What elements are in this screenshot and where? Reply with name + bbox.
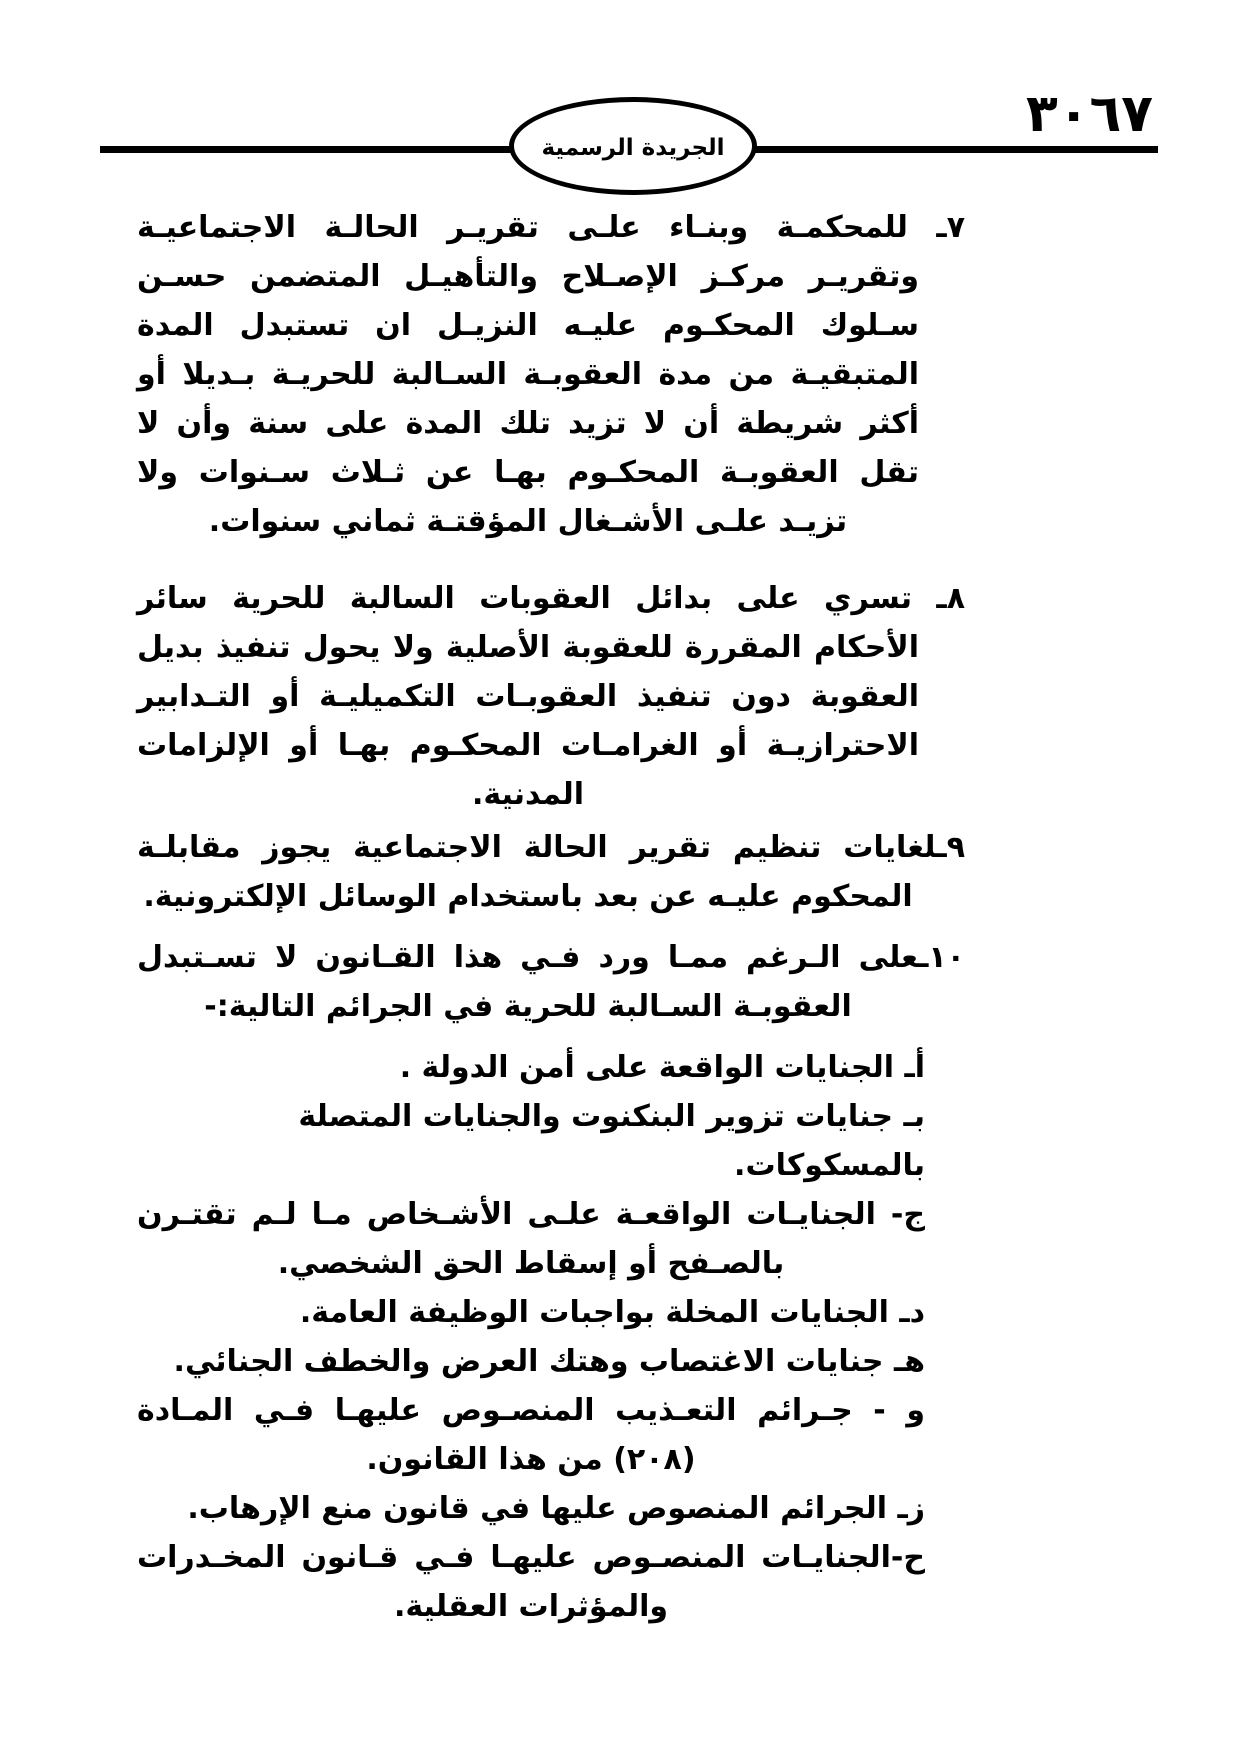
page-number: ٣٠٦٧ — [1026, 84, 1153, 144]
gazette-banner-ellipse — [509, 97, 757, 195]
clause-ba: بـ جنايات تزوير البنكنوت والجنايات المتصلة بالمسكوكات. — [298, 1099, 925, 1183]
clause-ha: هـ جنايات الاغتصاب وهتك العرض والخطف الجنائي. — [173, 1344, 925, 1379]
clause-hha: ح-الجنايـات المنصـوص عليهـا فـي قـانون المخـدرات والمؤثرات العقلية. — [137, 1540, 925, 1624]
paragraph-9: ٩ـلغايات تنظيم تقرير الحالة الاجتماعية يجوز مقابلـة المحكوم عليـه عن بعد باستخدام الوسائل الإلكترونية. — [137, 830, 965, 914]
clause-jeem: ج- الجنايـات الواقعـة علـى الأشـخاص مـا لـم تقتـرن بالصـفح أو إسقاط الحق الشخصي. — [137, 1197, 925, 1281]
clause-dal: دـ الجنايات المخلة بواجبات الوظيفة العامة. — [299, 1295, 925, 1330]
clauses-list — [137, 1043, 925, 1631]
paragraph-8: ٨ـ تسري على بدائل العقوبات السالبة للحرية سائر الأحكام المقررة للعقوبة الأصلية ولا يحول تنفيذ بديل العقوبة دون تنفيذ العقوبـات التكميليـة أو التـدابير الاحترازيـة أو الغرامـات المحكـوم بهـا أو الإلزامات المدنية. — [137, 581, 965, 812]
paragraph-10-intro: ١٠ـعلى الـرغم ممـا ورد فـي هذا القـانون لا تسـتبدل العقوبـة السـالبة للحرية في الجرائم التالية:- — [137, 940, 965, 1024]
paragraph-7: ٧ـ للمحكمـة وبنـاء علـى تقريـر الحالـة الاجتماعيـة وتقريـر مركـز الإصـلاح والتأهيـل المتضمن حسـن سـلوك المحكـوم عليـه النزيـل ان تستبدل المدة المتبقيـة من مدة العقوبـة السـالبة للحريـة بـديلا أو أكثر شريطة أن لا تزيد تلك المدة على سنة وأن لا تقل العقوبـة المحكـوم بهـا عن ثـلاث سـنوات ولا تزيـد علـى الأشـغال المؤقتـة ثماني سنوات. — [137, 210, 965, 539]
clause-zay: زـ الجرائم المنصوص عليها في قانون منع الإرهاب. — [187, 1491, 925, 1526]
document-body — [137, 203, 965, 1631]
clause-waw: و - جـرائم التعـذيب المنصـوص عليهـا فـي المـادة (٢٠٨) من هذا القانون. — [137, 1393, 925, 1477]
clause-alef: أـ الجنايات الواقعة على أمن الدولة . — [399, 1050, 925, 1085]
gazette-banner-label: الجريدة الرسمية — [541, 135, 725, 161]
